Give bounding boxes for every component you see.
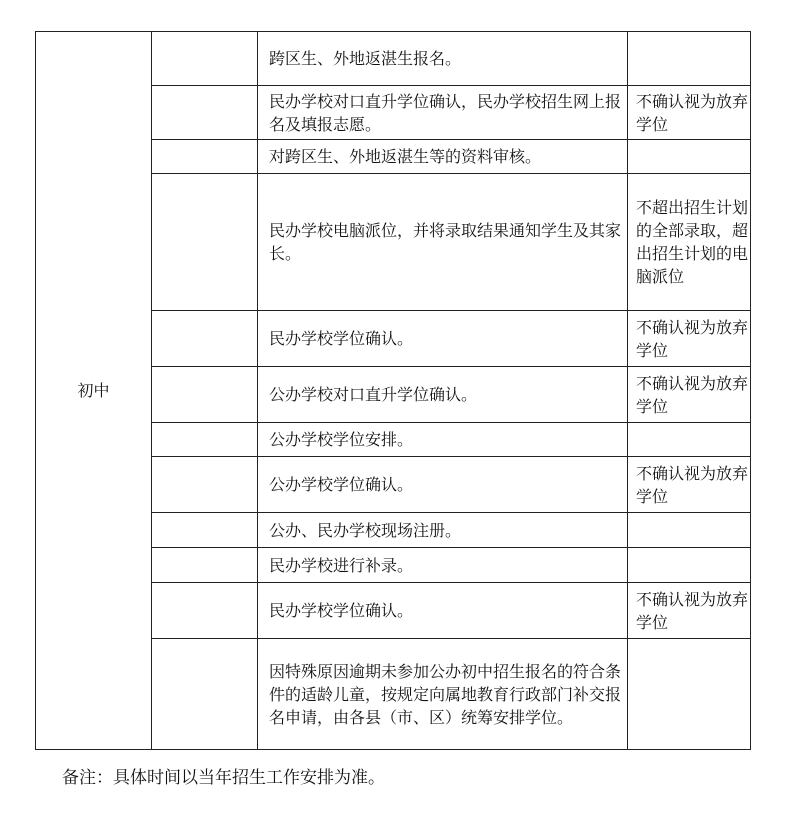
time-cell bbox=[152, 457, 258, 513]
remark-cell: 不确认视为放弃学位 bbox=[628, 311, 751, 367]
content-cell: 民办学校学位确认。 bbox=[258, 583, 628, 639]
time-cell bbox=[152, 639, 258, 750]
remark-cell bbox=[628, 513, 751, 548]
content-cell: 公办、民办学校现场注册。 bbox=[258, 513, 628, 548]
time-cell bbox=[152, 367, 258, 423]
content-cell: 公办学校对口直升学位确认。 bbox=[258, 367, 628, 423]
time-cell bbox=[152, 86, 258, 140]
time-cell bbox=[152, 140, 258, 174]
enrollment-schedule-table bbox=[35, 31, 751, 750]
remark-cell bbox=[628, 32, 751, 86]
footer-note: 备注：具体时间以当年招生工作安排为准。 bbox=[62, 768, 385, 788]
time-cell bbox=[152, 32, 258, 86]
content-cell: 因特殊原因逾期未参加公办初中招生报名的符合条件的适龄儿童，按规定向属地教育行政部门补交报名申请，由各县（市、区）统筹安排学位。 bbox=[258, 639, 628, 750]
content-cell: 对跨区生、外地返湛生等的资料审核。 bbox=[258, 140, 628, 174]
content-cell: 民办学校学位确认。 bbox=[258, 311, 628, 367]
content-cell: 民办学校电脑派位，并将录取结果通知学生及其家长。 bbox=[258, 174, 628, 311]
remark-cell bbox=[628, 548, 751, 583]
remark-cell: 不确认视为放弃学位 bbox=[628, 457, 751, 513]
content-cell: 民办学校对口直升学位确认，民办学校招生网上报名及填报志愿。 bbox=[258, 86, 628, 140]
time-cell bbox=[152, 174, 258, 311]
time-cell bbox=[152, 548, 258, 583]
remark-cell: 不确认视为放弃学位 bbox=[628, 583, 751, 639]
time-cell bbox=[152, 513, 258, 548]
content-cell: 民办学校进行补录。 bbox=[258, 548, 628, 583]
content-cell: 公办学校学位安排。 bbox=[258, 423, 628, 457]
remark-cell: 不超出招生计划的全部录取，超出招生计划的电脑派位 bbox=[628, 174, 751, 311]
time-cell bbox=[152, 423, 258, 457]
stage-cell bbox=[36, 32, 152, 750]
table-row bbox=[36, 32, 751, 86]
remark-cell: 不确认视为放弃学位 bbox=[628, 86, 751, 140]
remark-cell bbox=[628, 140, 751, 174]
remark-cell bbox=[628, 639, 751, 750]
time-cell bbox=[152, 583, 258, 639]
time-cell bbox=[152, 311, 258, 367]
remark-cell bbox=[628, 423, 751, 457]
content-cell: 跨区生、外地返湛生报名。 bbox=[258, 32, 628, 86]
content-cell: 公办学校学位确认。 bbox=[258, 457, 628, 513]
remark-cell: 不确认视为放弃学位 bbox=[628, 367, 751, 423]
stage-label: 初中 bbox=[77, 381, 110, 400]
